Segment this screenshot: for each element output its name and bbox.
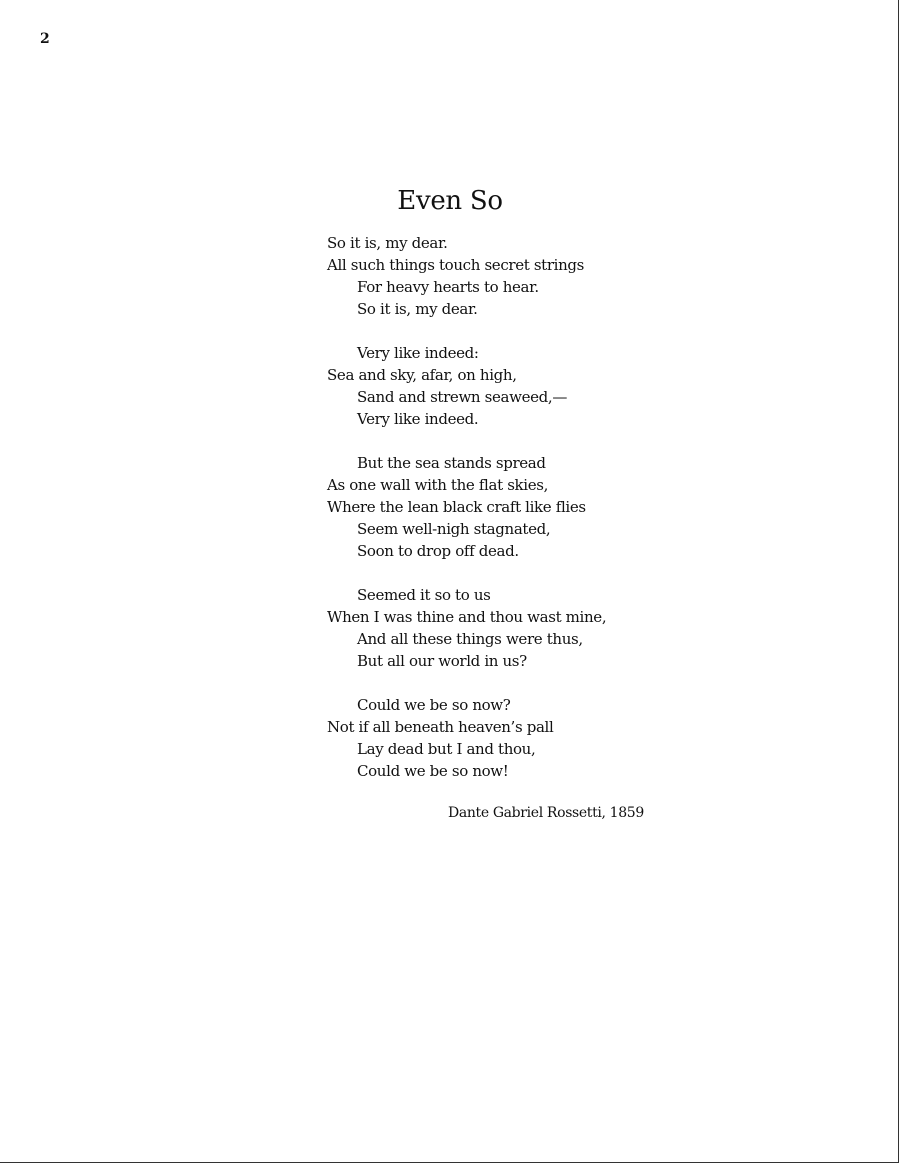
- poem-line: Where the lean black craft like flies: [327, 498, 586, 516]
- poem-line: When I was thine and thou wast mine,: [327, 608, 607, 626]
- poem-line: As one wall with the flat skies,: [327, 476, 549, 494]
- poem-line: Sea and sky, afar, on high,: [327, 366, 517, 384]
- stanza: [327, 452, 747, 562]
- poem-line: Could we be so now?: [357, 696, 511, 714]
- poem-line: Lay dead but I and thou,: [357, 740, 536, 758]
- poem-body: [327, 232, 747, 804]
- stanza: [327, 694, 747, 782]
- poem-line: So it is, my dear.: [357, 300, 478, 318]
- poem-line: And all these things were thus,: [357, 630, 583, 648]
- poem-line: Seem well-nigh stagnated,: [357, 520, 551, 538]
- poem-line: Very like indeed:: [357, 344, 479, 362]
- stanza: [327, 342, 747, 430]
- poem-line: For heavy hearts to hear.: [357, 278, 539, 296]
- poem-attribution: Dante Gabriel Rossetti, 1859: [448, 805, 644, 821]
- stanza: [327, 584, 747, 672]
- poem-line: Very like indeed.: [357, 410, 479, 428]
- stanza: [327, 232, 747, 320]
- page-number: 2: [40, 31, 50, 47]
- poem-line: But all our world in us?: [357, 652, 527, 670]
- poem-line: Could we be so now!: [357, 762, 509, 780]
- poem-line: So it is, my dear.: [327, 234, 448, 252]
- poem-title: Even So: [397, 186, 503, 217]
- poem-line: But the sea stands spread: [357, 454, 546, 472]
- poem-line: All such things touch secret strings: [327, 256, 585, 274]
- poem-line: Soon to drop off dead.: [357, 542, 519, 560]
- poem-line: Sand and strewn seaweed,—: [357, 388, 567, 406]
- poem-line: Not if all beneath heaven’s pall: [327, 718, 554, 736]
- poem-line: Seemed it so to us: [357, 586, 491, 604]
